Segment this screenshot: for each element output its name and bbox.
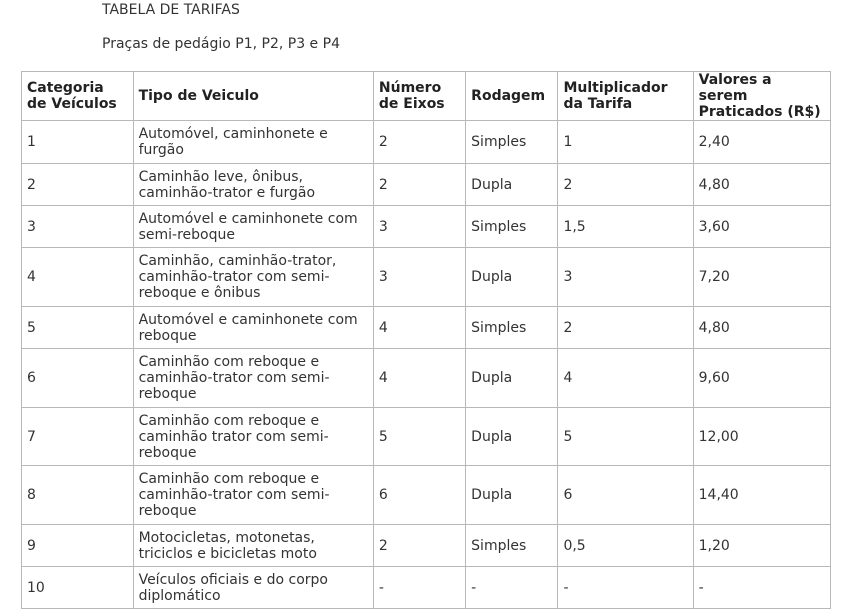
cell-tipo-veiculo: Caminhão, caminhão-trator, caminhão-trator com semi-reboque e ônibus — [133, 248, 373, 307]
cell-valor: - — [693, 567, 830, 609]
cell-categoria: 10 — [22, 567, 134, 609]
table-row — [22, 164, 831, 206]
table-row — [22, 248, 831, 307]
cell-rodagem: Dupla — [466, 248, 558, 307]
cell-valor: 2,40 — [693, 121, 830, 164]
table-row — [22, 349, 831, 408]
table-row — [22, 307, 831, 349]
cell-rodagem: Simples — [466, 121, 558, 164]
page-title: TABELA DE TARIFAS — [102, 2, 240, 18]
cell-categoria: 9 — [22, 525, 134, 567]
cell-categoria: 7 — [22, 408, 134, 466]
cell-rodagem: Dupla — [466, 349, 558, 408]
cell-multiplicador: 2 — [558, 164, 693, 206]
table-row — [22, 408, 831, 466]
header-multiplicador: Multiplicador da Tarifa — [558, 72, 693, 121]
cell-valor: 3,60 — [693, 206, 830, 248]
cell-categoria: 2 — [22, 164, 134, 206]
cell-categoria: 8 — [22, 466, 134, 525]
tariff-table — [21, 71, 831, 609]
cell-numero-eixos: 3 — [373, 206, 465, 248]
table-row — [22, 525, 831, 567]
cell-rodagem: Simples — [466, 307, 558, 349]
cell-categoria: 1 — [22, 121, 134, 164]
header-valores: Valores a serem Praticados (R$) — [693, 72, 830, 121]
cell-valor: 9,60 — [693, 349, 830, 408]
cell-numero-eixos: 5 — [373, 408, 465, 466]
cell-categoria: 3 — [22, 206, 134, 248]
cell-categoria: 5 — [22, 307, 134, 349]
cell-valor: 4,80 — [693, 164, 830, 206]
table-row — [22, 567, 831, 609]
cell-valor: 12,00 — [693, 408, 830, 466]
cell-numero-eixos: 4 — [373, 307, 465, 349]
cell-multiplicador: 1 — [558, 121, 693, 164]
cell-multiplicador: 2 — [558, 307, 693, 349]
cell-rodagem: Dupla — [466, 408, 558, 466]
cell-multiplicador: 1,5 — [558, 206, 693, 248]
cell-rodagem: Dupla — [466, 164, 558, 206]
cell-categoria: 6 — [22, 349, 134, 408]
cell-numero-eixos: 2 — [373, 121, 465, 164]
cell-valor: 4,80 — [693, 307, 830, 349]
cell-tipo-veiculo: Motocicletas, motonetas, triciclos e bicicletas moto — [133, 525, 373, 567]
header-tipo-veiculo: Tipo de Veiculo — [133, 72, 373, 121]
header-categoria: Categoria de Veículos — [22, 72, 134, 121]
cell-multiplicador: 4 — [558, 349, 693, 408]
cell-numero-eixos: 2 — [373, 164, 465, 206]
table-row — [22, 206, 831, 248]
cell-multiplicador: 5 — [558, 408, 693, 466]
cell-tipo-veiculo: Automóvel e caminhonete com reboque — [133, 307, 373, 349]
table-header-row — [22, 72, 831, 121]
cell-tipo-veiculo: Caminhão leve, ônibus, caminhão-trator e furgão — [133, 164, 373, 206]
cell-tipo-veiculo: Caminhão com reboque e caminhão trator com semi-reboque — [133, 408, 373, 466]
cell-tipo-veiculo: Caminhão com reboque e caminhão-trator com semi-reboque — [133, 466, 373, 525]
cell-multiplicador: - — [558, 567, 693, 609]
cell-rodagem: Simples — [466, 206, 558, 248]
cell-numero-eixos: 6 — [373, 466, 465, 525]
cell-tipo-veiculo: Automóvel e caminhonete com semi-reboque — [133, 206, 373, 248]
cell-multiplicador: 3 — [558, 248, 693, 307]
cell-tipo-veiculo: Automóvel, caminhonete e furgão — [133, 121, 373, 164]
cell-multiplicador: 6 — [558, 466, 693, 525]
page-subtitle: Praças de pedágio P1, P2, P3 e P4 — [102, 36, 340, 52]
cell-valor: 1,20 — [693, 525, 830, 567]
header-numero-eixos: Número de Eixos — [373, 72, 465, 121]
cell-tipo-veiculo: Veículos oficiais e do corpo diplomático — [133, 567, 373, 609]
cell-rodagem: Simples — [466, 525, 558, 567]
cell-rodagem: - — [466, 567, 558, 609]
table-row — [22, 466, 831, 525]
cell-categoria: 4 — [22, 248, 134, 307]
cell-numero-eixos: 3 — [373, 248, 465, 307]
cell-rodagem: Dupla — [466, 466, 558, 525]
cell-valor: 7,20 — [693, 248, 830, 307]
header-rodagem: Rodagem — [466, 72, 558, 121]
cell-multiplicador: 0,5 — [558, 525, 693, 567]
cell-tipo-veiculo: Caminhão com reboque e caminhão-trator com semi-reboque — [133, 349, 373, 408]
cell-numero-eixos: - — [373, 567, 465, 609]
table-row — [22, 121, 831, 164]
cell-numero-eixos: 4 — [373, 349, 465, 408]
cell-valor: 14,40 — [693, 466, 830, 525]
cell-numero-eixos: 2 — [373, 525, 465, 567]
